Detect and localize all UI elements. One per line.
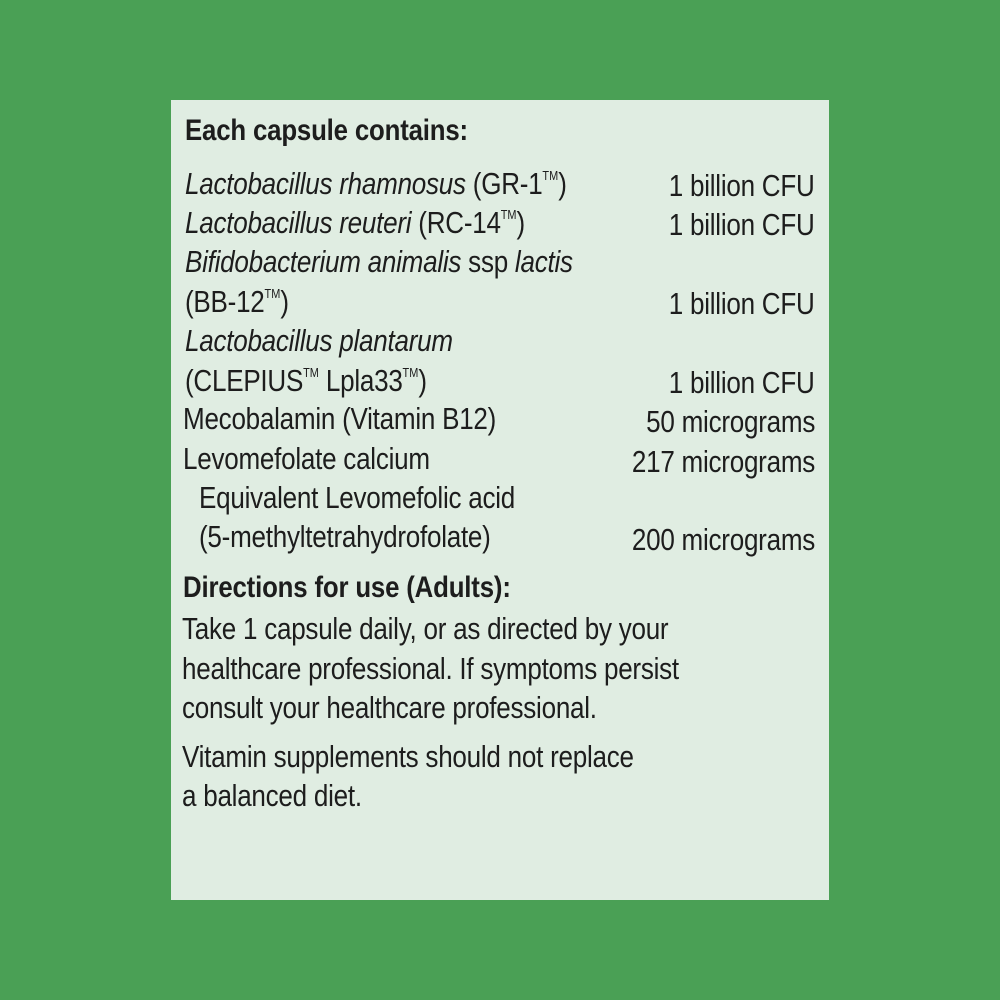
trademark-symbol: TM — [402, 365, 419, 380]
contents-heading: Each capsule contains: — [185, 114, 468, 147]
trademark-symbol: TM — [500, 207, 517, 222]
directions-line: healthcare professional. If symptoms persist — [182, 651, 679, 686]
ingredient-strain-line: (BB-12™) — [185, 284, 289, 319]
ingredient-amount: 217 micrograms — [631, 444, 815, 479]
ingredient-strain-code: Lpla33 — [325, 363, 403, 398]
ingredient-amount: 1 billion CFU — [669, 168, 815, 203]
ingredient-sub-name: Equivalent Levomefolic acid — [199, 480, 515, 515]
ingredient-amount: 50 micrograms — [646, 404, 815, 439]
ingredient-name: Lactobacillus reuteri (RC-14™) — [185, 205, 525, 240]
ingredient-species: Bifidobacterium animalis — [185, 244, 462, 279]
ingredient-name: Mecobalamin (Vitamin B12) — [183, 401, 497, 436]
directions-heading: Directions for use (Adults): — [183, 571, 511, 604]
ingredient-subspecies-label: ssp — [468, 244, 508, 279]
ingredient-strain: (BB-12 — [185, 284, 265, 319]
ingredient-subspecies: lactis — [514, 244, 573, 279]
ingredient-name: Lactobacillus rhamnosus (GR-1™) — [185, 166, 567, 201]
directions-line: Take 1 capsule daily, or as directed by your — [182, 611, 669, 646]
ingredient-name — [185, 243, 573, 281]
ingredient-species: Lactobacillus plantarum — [185, 323, 453, 358]
trademark-symbol: TM — [542, 168, 559, 183]
ingredient-strain: (RC-14 — [418, 205, 501, 240]
warning-line: a balanced diet. — [182, 778, 362, 813]
ingredient-species: Lactobacillus rhamnosus — [185, 166, 466, 201]
ingredient-amount: 200 micrograms — [631, 522, 815, 557]
ingredient-strain: (CLEPIUS — [185, 363, 304, 398]
directions-line: consult your healthcare professional. — [182, 690, 597, 725]
ingredient-amount: 1 billion CFU — [669, 207, 815, 242]
warning-line: Vitamin supplements should not replace — [182, 739, 634, 774]
trademark-symbol: TM — [303, 365, 319, 380]
ingredient-sub-name: (5-methyltetrahydrofolate) — [199, 519, 491, 554]
ingredient-name — [185, 322, 453, 360]
ingredient-strain-line: (CLEPIUS™ Lpla33™) — [185, 363, 427, 398]
ingredient-amount: 1 billion CFU — [669, 365, 815, 400]
ingredient-name: Levomefolate calcium — [183, 441, 430, 476]
supplement-facts-panel — [171, 100, 829, 900]
ingredient-amount: 1 billion CFU — [669, 286, 815, 321]
ingredient-strain: (GR-1 — [472, 166, 543, 201]
trademark-symbol: TM — [264, 286, 281, 301]
ingredient-species: Lactobacillus reuteri — [185, 205, 412, 240]
